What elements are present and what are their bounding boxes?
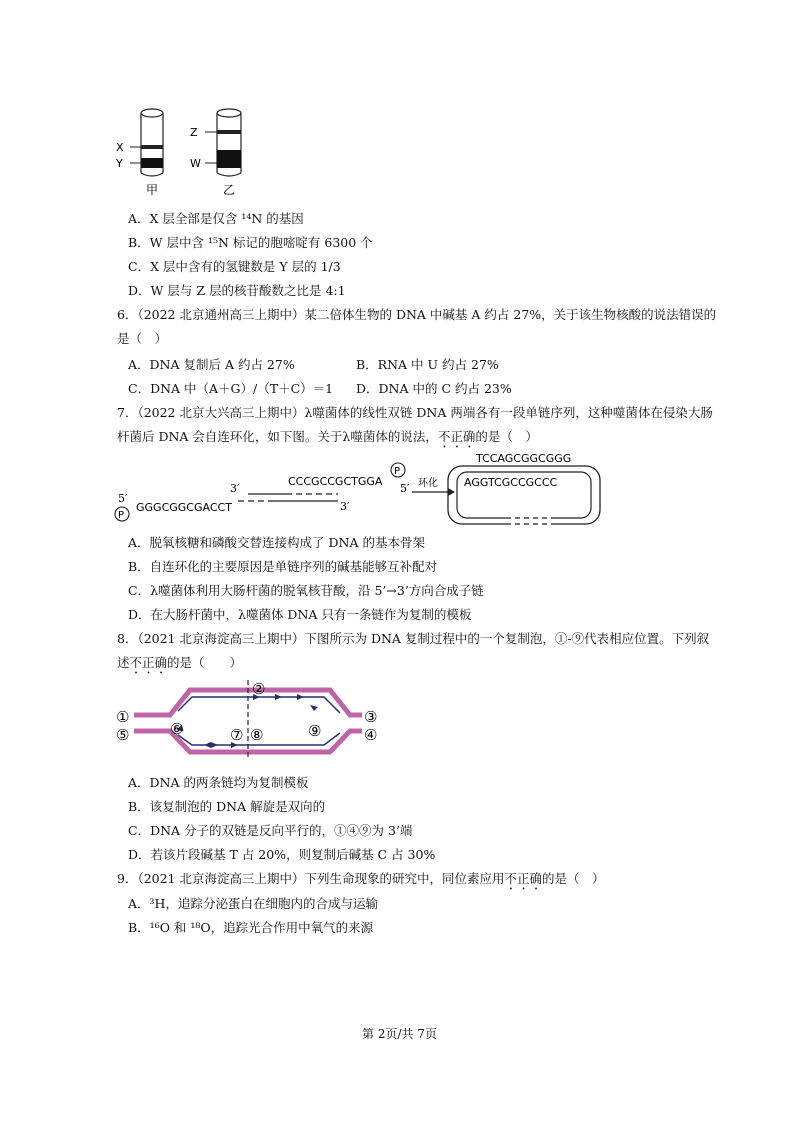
label-x: X xyxy=(116,141,124,154)
label-w: W xyxy=(190,157,201,170)
q5-option-c: C．X 层中含有的氢键数是 Y 层的 1/3 xyxy=(128,259,341,274)
arrow-label: 环化 xyxy=(418,478,438,489)
tube-yi xyxy=(205,109,241,176)
q6-option-c: C．DNA 中（A＋G）/（T＋C）＝1 xyxy=(128,381,334,396)
q6-stem-line2: 是（ ） xyxy=(117,331,168,346)
q6-option-b: B．RNA 中 U 约占 27% xyxy=(356,357,499,372)
three-prime-right: 3′ xyxy=(340,500,350,513)
caption-jia: 甲 xyxy=(146,183,159,197)
q8-stem-line2 xyxy=(117,655,242,677)
q8-stem-post: 的是（ ） xyxy=(167,655,243,670)
phosphate-right: P xyxy=(394,466,401,477)
q5-option-a: A．X 层全部是仅含 ¹⁴N 的基因 xyxy=(128,211,304,226)
ring-sequence-top: TCCAGCGGCGGG xyxy=(476,452,572,465)
q7-stem-post: 的是（ ） xyxy=(475,429,538,444)
tube-jia xyxy=(130,109,163,176)
daughter-strand-top xyxy=(178,697,340,713)
q8-option-b: B．该复制泡的 DNA 解旋是双向的 xyxy=(128,799,326,814)
position-3: ③ xyxy=(364,708,378,726)
q7-option-d: D．在大肠杆菌中，λ噬菌体 DNA 只有一条链作为复制的模板 xyxy=(128,607,472,622)
sequence-bottom: GGGCGGCGACCT xyxy=(136,501,232,514)
q6-option-a: A．DNA 复制后 A 约占 27% xyxy=(128,357,295,372)
three-prime-left: 3′ xyxy=(230,482,240,495)
q7-stem-line1: 7．（2022 北京大兴高三上期中）λ噬菌体的线性双链 DNA 两端各有一段单链序列，这种噬菌体在侵染大肠 xyxy=(117,405,713,420)
position-2: ② xyxy=(252,680,266,698)
q6-option-d: D．DNA 中的 C 约占 23% xyxy=(356,381,512,396)
position-1: ① xyxy=(116,708,130,726)
label-y: Y xyxy=(116,157,123,170)
q8-stem-emphasis: 不正确 xyxy=(129,655,168,670)
sequence-top: CCCGCCGCTGGA xyxy=(288,475,383,488)
q9-option-b: B．¹⁶O 和 ¹⁸O，追踪光合作用中氧气的来源 xyxy=(128,920,374,935)
caption-yi: 乙 xyxy=(223,183,236,197)
q9-stem-emphasis: 不正确 xyxy=(504,871,543,886)
q5-option-b: B．W 层中含 ¹⁵N 标记的胞嘧啶有 6300 个 xyxy=(128,235,373,250)
q8-option-c: C．DNA 分子的双链是反向平行的，①④⑨为 3’端 xyxy=(128,823,413,838)
lambda-phage-cyclization-figure xyxy=(108,448,608,528)
position-6: ⑥ xyxy=(170,720,184,738)
ring-sequence-inner: AGGTCGCCGCCC xyxy=(464,476,558,489)
q8-stem-pre: 述 xyxy=(117,655,130,670)
q8-option-a: A．DNA 的两条链均为复制模板 xyxy=(128,775,309,790)
q7-option-b: B．自连环化的主要原因是单链序列的碱基能够互补配对 xyxy=(128,559,438,574)
position-5: ⑤ xyxy=(116,726,130,744)
parental-strand-top xyxy=(134,690,362,715)
q7-stem-emphasis: 不正确 xyxy=(437,429,476,444)
q7-option-c: C．λ噬菌体利用大肠杆菌的脱氧核苷酸，沿 5’→3’方向合成子链 xyxy=(128,583,484,598)
q9-stem xyxy=(117,871,605,893)
q8-stem-line1: 8．（2021 北京海淀高三上期中）下图所示为 DNA 复制过程中的一个复制泡，①-⑨代表相应位置。下列叙 xyxy=(117,631,710,646)
position-4: ④ xyxy=(364,726,378,744)
q6-stem-line1: 6．（2022 北京通州高三上期中）某二倍体生物的 DNA 中碱基 A 约占 27%，关于该生物核酸的说法错误的 xyxy=(117,307,717,322)
five-prime-left: 5′ xyxy=(118,492,128,505)
label-z: Z xyxy=(190,126,198,139)
q5-option-d: D．W 层与 Z 层的核苷酸数之比是 4:1 xyxy=(128,283,346,298)
q7-option-a: A．脱氧核糖和磷酸交替连接构成了 DNA 的基本骨架 xyxy=(128,535,425,550)
position-8: ⑧ xyxy=(250,726,264,744)
five-prime-right: 5′ xyxy=(400,482,410,495)
position-7: ⑦ xyxy=(230,726,244,744)
phosphate-left: P xyxy=(118,510,125,521)
q9-option-a: A．³H，追踪分泌蛋白在细胞内的合成与运输 xyxy=(128,896,378,911)
page-footer: 第 2页/共 7页 xyxy=(362,1027,437,1041)
circular-dna xyxy=(448,452,600,524)
q9-stem-pre: 9．（2021 北京海淀高三上期中）下列生命现象的研究中，同位素应用 xyxy=(117,871,505,886)
position-9: ⑨ xyxy=(308,722,322,740)
q8-option-d: D．若该片段碱基 T 占 20%，则复制后碱基 C 占 30% xyxy=(128,847,436,862)
q9-stem-post: 的是（ ） xyxy=(542,871,605,886)
centrifuge-tubes-figure xyxy=(110,105,260,200)
q7-stem-pre: 杆菌后 DNA 会自连环化，如下图。关于λ噬菌体的说法， xyxy=(117,429,438,444)
replication-bubble-figure xyxy=(112,678,392,758)
linear-dna xyxy=(115,463,410,521)
